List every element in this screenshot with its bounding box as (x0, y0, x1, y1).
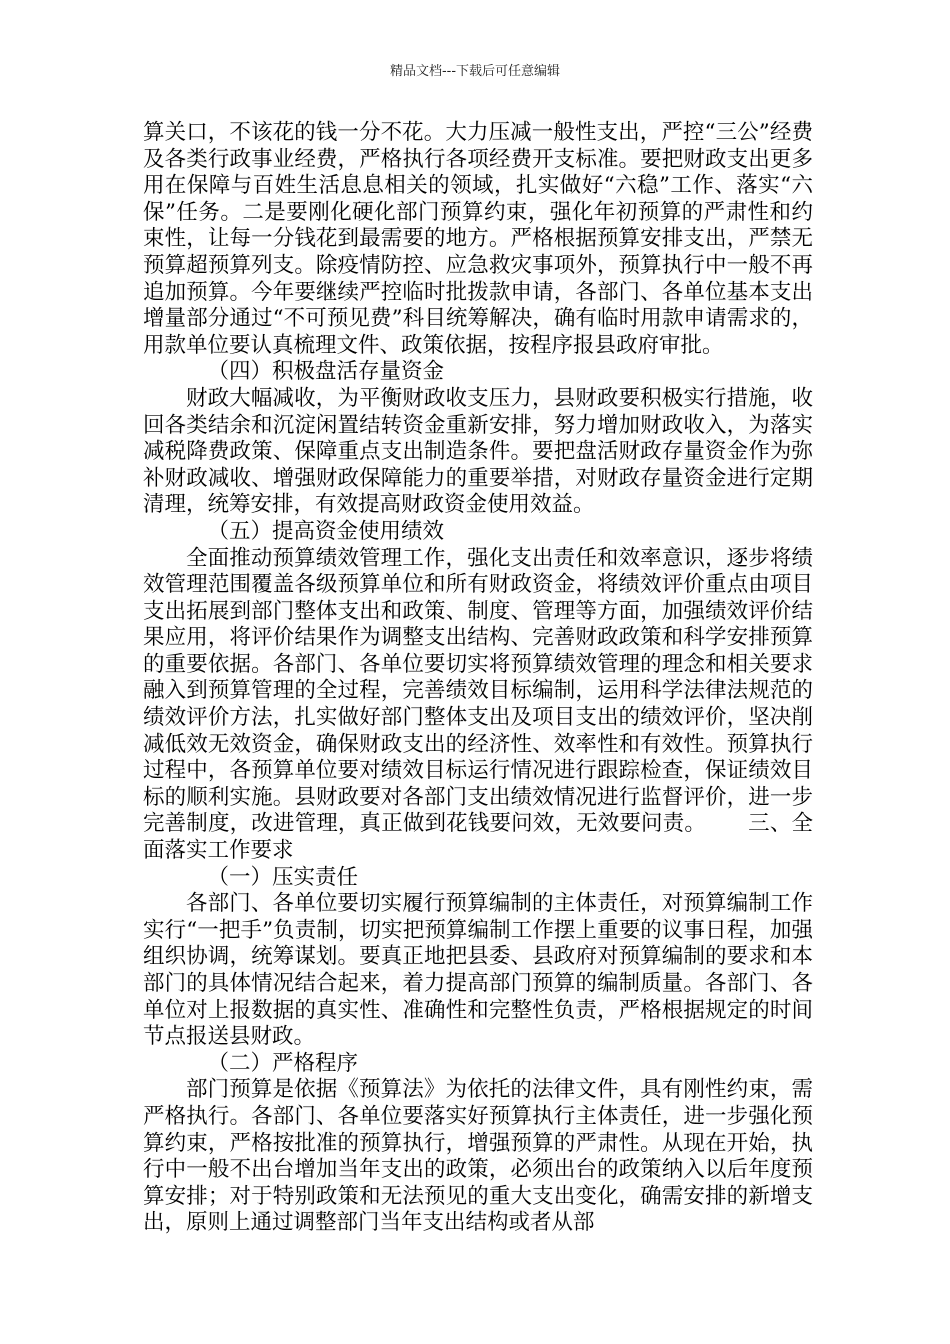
section-heading-three: 三、全面落实工作要求 (143, 811, 813, 864)
paragraph-responsibility: 各部门、各单位要切实履行预算编制的主体责任，对预算编制工作实行“一把手”负责制，切实把预算编制工作摆上重要的议事日程，加强组织协调，统筹谋划。要真正地把县委、县政府对预算编制的要求和本部门的具体情况结合起来，着力提高部门预算的编制质量。各部门、各单位对上报数据的真实性、准确性和完整性负责，严格根据规定的时间节点报送县财政。 (143, 891, 813, 1050)
page-header: 精品文档---下载后可任意编辑 (389, 64, 561, 79)
section-heading-2: （二）严格程序 (207, 1050, 359, 1076)
section-heading-5: （五）提高资金使用绩效 (207, 518, 445, 544)
paragraph-performance (143, 546, 813, 865)
section-heading-4: （四）积极盘活存量资金 (207, 359, 445, 385)
section-heading-1: （一）压实责任 (207, 864, 359, 890)
paragraph-revitalize-funds: 财政大幅减收，为平衡财政收支压力，县财政要积极实行措施，收回各类结余和沉淀闲置结转资金重新安排，努力增加财政收入，为落实减税降费政策、保障重点支出制造条件。要把盘活财政存量资金作为弥补财政减收、增强财政保障能力的重要举措，对财政存量资金进行定期清理，统筹安排，有效提高财政资金使用效益。 (143, 385, 813, 518)
paragraph-procedure: 部门预算是依据《预算法》为依托的法律文件，具有刚性约束，需严格执行。各部门、各单位要落实好预算执行主体责任，进一步强化预算约束，严格按批准的预算执行，增强预算的严肃性。从现在开始，执行中一般不出台增加当年支出的政策，必须出台的政策纳入以后年度预算安排；对于特别政策和无法预见的重大支出变化，确需安排的新增支出，原则上通过调整部门当年支出结构或者从部 (143, 1077, 813, 1236)
paragraph-continuation: 算关口，不该花的钱一分不花。大力压减一般性支出，严控“三公”经费及各类行政事业经费，严格执行各项经费开支标准。要把财政支出更多用在保障与百姓生活息息相关的领域，扎实做好“六稳”工作、落实“六保”任务。二是要刚化硬化部门预算约束，强化年初预算的严肃性和约束性，让每一分钱花到最需要的地方。严格根据预算安排支出，严禁无预算超预算列支。除疫情防控、应急救灾事项外，预算执行中一般不再追加预算。今年要继续严控临时批拨款申请，各部门、各单位基本支出增量部分通过“不可预见费”科目统筹解决，确有临时用款申请需求的，用款单位要认真梳理文件、政策依据，按程序报县政府审批。 (143, 120, 813, 358)
paragraph-performance-text: 全面推动预算绩效管理工作，强化支出责任和效率意识，逐步将绩效管理范围覆盖各级预算单位和所有财政资金，将绩效评价重点由项目支出拓展到部门整体支出和政策、制度、管理等方面，加强绩效评价结果应用，将评价结果作为调整支出结构、完善财政政策和科学安排预算的重要依据。各部门、各单位要切实将预算绩效管理的理念和相关要求融入到预算管理的全过程，完善绩效目标编制，运用科学法律法规范的绩效评价方法，扎实做好部门整体支出及项目支出的绩效评价，坚决削减低效无效资金，确保财政支出的经济性、效率性和有效性。预算执行过程中，各预算单位要对绩效目标运行情况进行跟踪检查，保证绩效目标的顺利实施。县财政要对各部门支出绩效情况进行监督评价，进一步完善制度，改进管理，真正做到花钱要问效，无效要问责。 (143, 545, 813, 837)
document-body (143, 120, 813, 1237)
